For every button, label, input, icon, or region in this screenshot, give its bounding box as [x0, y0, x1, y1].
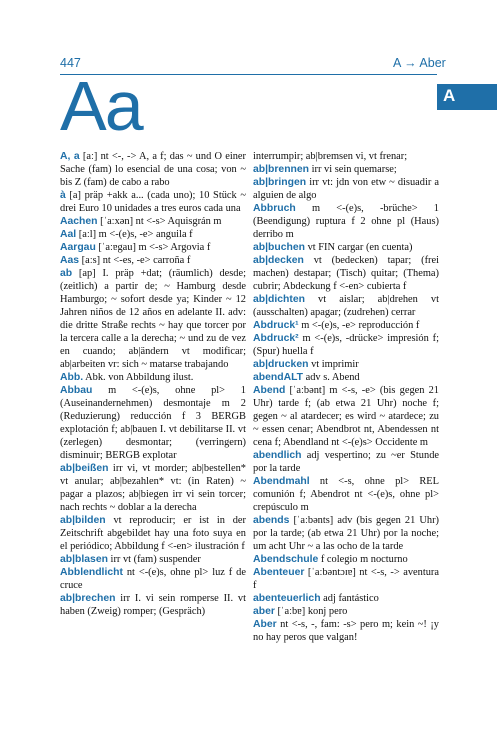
entry-headword: Abbruch [253, 203, 296, 214]
entry-definition: [ˈaːbɐ] konj pero [274, 606, 348, 617]
dictionary-entry [60, 228, 246, 241]
dictionary-entry [253, 592, 439, 605]
entry-definition: [a] präp +akk a... (cada uno); 10 Stück ~ drei Euro 10 unidades a tres euros cada una [60, 190, 246, 214]
entry-definition: m <-(e)s, -e> reproducción f [298, 320, 420, 331]
dictionary-entry [253, 163, 439, 176]
entry-definition: vt (bedecken) tapar; (frei machen) destapar; (Tisch) quitar; (Thema) cubrir; Abdeckung f <-en> cubierta f [253, 255, 439, 292]
entry-definition: [aː] nt <-, -> A, a f; das ~ und O einer Sache (fam) lo esencial de una cosa; von ~ bis Z (fam) de cabo a rabo [60, 151, 246, 188]
entry-definition: vt aislar; ab|drehen vt (ausschalten) apagar; (zudrehen) cerrar [253, 294, 439, 318]
entry-definition: [ap] I. präp +dat; (räumlich) desde; (zeitlich) a partir de; ~ Hamburg desde Hamburgo; ~ sofort desde ya; Kinder ~ 12 Jahren niños de 12 años en adelante II. adv: die dritte Straße rechts ~ hay que torcer por la tercera calle a la derecha; ~ und zu de vez en cuando; ab|ändern vt modificar; ab|arbeiten vr: sich ~ matarse trabajando [60, 268, 246, 370]
entry-definition: irr vt: jdn von etw ~ disuadir a alguien de algo [253, 177, 439, 201]
entry-definition: irr vi, vt morder; ab|bestellen* vt anular; ab|bezahlen* vt: (in Raten) ~ pagar a plazos; ab|biegen irr vi sein torcer; nach rechts ~ doblar a la derecha [60, 463, 246, 513]
entry-headword: ab|brechen [60, 593, 116, 604]
entry-definition: [ˈaːbənt] m <-s, -e> (bis gegen 21 Uhr) tarde f; (ab etwa 21 Uhr) noche f; gegen ~ al atardecer; es wird ~ atardece; zu ~ essen cenar; Abendbrot nt, Abendessen nt cena f; Abendland nt <-(e)s> Occidente m [253, 385, 439, 448]
entry-headword: Abdruck² [253, 333, 299, 344]
entry-definition: adj vespertino; zu ~er Stunde por la tarde [253, 450, 439, 474]
entry-headword: abendlich [253, 450, 302, 461]
entry-definition: interrumpir; ab|bremsen vi, vt frenar; [253, 151, 408, 162]
entry-definition: vt FIN cargar (en cuenta) [304, 242, 413, 253]
entry-headword: Abendmahl [253, 476, 310, 487]
entry-headword: abends [253, 515, 290, 526]
dictionary-entry [253, 176, 439, 202]
entry-headword: Abbau [60, 385, 93, 396]
dictionary-entry [253, 150, 439, 163]
dictionary-entry [253, 384, 439, 449]
dictionary-entry [60, 150, 246, 189]
dictionary-entry [60, 462, 246, 514]
dictionary-entry [253, 319, 439, 332]
dictionary-entry [253, 618, 439, 644]
dictionary-entry [253, 605, 439, 618]
entry-definition: nt <-s, ohne pl> REL comunión f; Abendrot nt <-(e)s, ohne pl> crepúsculo m [253, 476, 439, 513]
entry-definition: adv s. Abend [303, 372, 360, 383]
entry-headword: Aber [253, 619, 277, 630]
entry-headword: ab|blasen [60, 554, 108, 565]
entry-headword: ab|bringen [253, 177, 307, 188]
entry-definition: adj fantástico [320, 593, 379, 604]
entry-headword: Abendschule [253, 554, 319, 565]
dictionary-entry [253, 566, 439, 592]
entry-definition: [ˈaːɐgau] m <-s> Argovia f [95, 242, 211, 253]
entry-definition: vt imprimir [308, 359, 359, 370]
entry-headword: A, a [60, 151, 80, 162]
entry-headword: ab|bilden [60, 515, 106, 526]
entry-headword: Aachen [60, 216, 98, 227]
entry-headword: Abdruck¹ [253, 320, 299, 331]
entry-definition: m <-(e)s, -brüche> 1 (Beendigung) ruptura f 2 ohne pl (Haus) derribo m [253, 203, 439, 240]
dictionary-entry [253, 358, 439, 371]
entry-headword: ab|dichten [253, 294, 305, 305]
entry-headword: ab|decken [253, 255, 304, 266]
entry-definition: Abk. von Abbildung ilust. [83, 372, 194, 383]
entry-definition: f colegio m nocturno [318, 554, 408, 565]
dictionary-entry [60, 592, 246, 618]
running-header: A → Aber [393, 56, 446, 70]
dictionary-entry [253, 202, 439, 241]
page-number: 447 [60, 56, 81, 70]
entry-definition: nt <-(e)s, ohne pl> luz f de cruce [60, 567, 246, 591]
entry-definition: [ˈaːbəntɔɪɐ] nt <-s, -> aventura f [253, 567, 439, 591]
entry-headword: abendALT [253, 372, 304, 383]
dictionary-entry [60, 371, 246, 384]
entry-headword: à [60, 190, 66, 201]
entry-headword: ab [60, 268, 73, 279]
dictionary-entry [253, 475, 439, 514]
dictionary-entry [253, 514, 439, 553]
entry-headword: ab|drucken [253, 359, 309, 370]
dictionary-entry [60, 514, 246, 553]
entry-definition: [ˈaːxən] nt <-s> Aquisgrán m [97, 216, 222, 227]
entry-definition: irr I. vi sein romperse II. vt haben (Zweig) romper; (Gespräch) [60, 593, 246, 617]
left-column [60, 150, 246, 618]
entry-definition: irr vt (fam) suspender [107, 554, 201, 565]
entry-headword: Aargau [60, 242, 96, 253]
entry-headword: ab|brennen [253, 164, 310, 175]
thumb-tab-letter: A [443, 86, 456, 105]
dictionary-entry [253, 449, 439, 475]
entry-definition: [aːs] nt <-es, -e> carroña f [79, 255, 191, 266]
dictionary-entry [60, 215, 246, 228]
entry-headword: ab|buchen [253, 242, 305, 253]
entry-definition: m <-(e)s, ohne pl> 1 (Auseinandernehmen) desmontaje m 2 (Reduzierung) reducción f 3 BERGB explotación f; ab|bauen I. vt debilitarse II. vt (zerlegen) desmontar; (verringern) disminuir; BERGB explotar [60, 385, 246, 461]
dictionary-entry [60, 566, 246, 592]
dictionary-entry [253, 293, 439, 319]
entry-headword: Abb. [60, 372, 84, 383]
dictionary-entry [60, 189, 246, 215]
entry-headword: aber [253, 606, 275, 617]
dictionary-entry [60, 384, 246, 462]
entry-definition: irr vi sein quemarse; [309, 164, 397, 175]
entry-definition: nt <-s, -, fam: -s> pero m; kein ~! ¡y no hay peros que valgan! [253, 619, 439, 643]
dictionary-entry [253, 371, 439, 384]
entry-headword: Abblendlicht [60, 567, 123, 578]
dictionary-entry [253, 553, 439, 566]
entry-definition: [ˈaːbənts] adv (bis gegen 21 Uhr) por la tarde; (ab etwa 21 Uhr) por la noche; um acht Uhr ~ a las ocho de la tarde [253, 515, 439, 552]
dictionary-entry [60, 241, 246, 254]
dictionary-entry [60, 267, 246, 371]
dictionary-entry [60, 254, 246, 267]
entry-headword: Abenteuer [253, 567, 305, 578]
section-letters: Aa [60, 67, 142, 145]
dictionary-entry [253, 332, 439, 358]
entry-definition: m <-(e)s, -drücke> impresión f; (Spur) huella f [253, 333, 439, 357]
entry-definition: [aːl] m <-(e)s, -e> anguila f [76, 229, 193, 240]
entry-headword: ab|beißen [60, 463, 109, 474]
dictionary-entry [253, 241, 439, 254]
right-column [253, 150, 439, 644]
dictionary-entry [60, 553, 246, 566]
entry-headword: abenteuerlich [253, 593, 321, 604]
entry-definition: vt reproducir; er ist in der Zeitschrift abgebildet hay una foto suya en el periódico; Abbildung f <-en> ilustración f [60, 515, 246, 552]
entry-headword: Abend [253, 385, 286, 396]
entry-headword: Aal [60, 229, 77, 240]
dictionary-entry [253, 254, 439, 293]
entry-headword: Aas [60, 255, 80, 266]
